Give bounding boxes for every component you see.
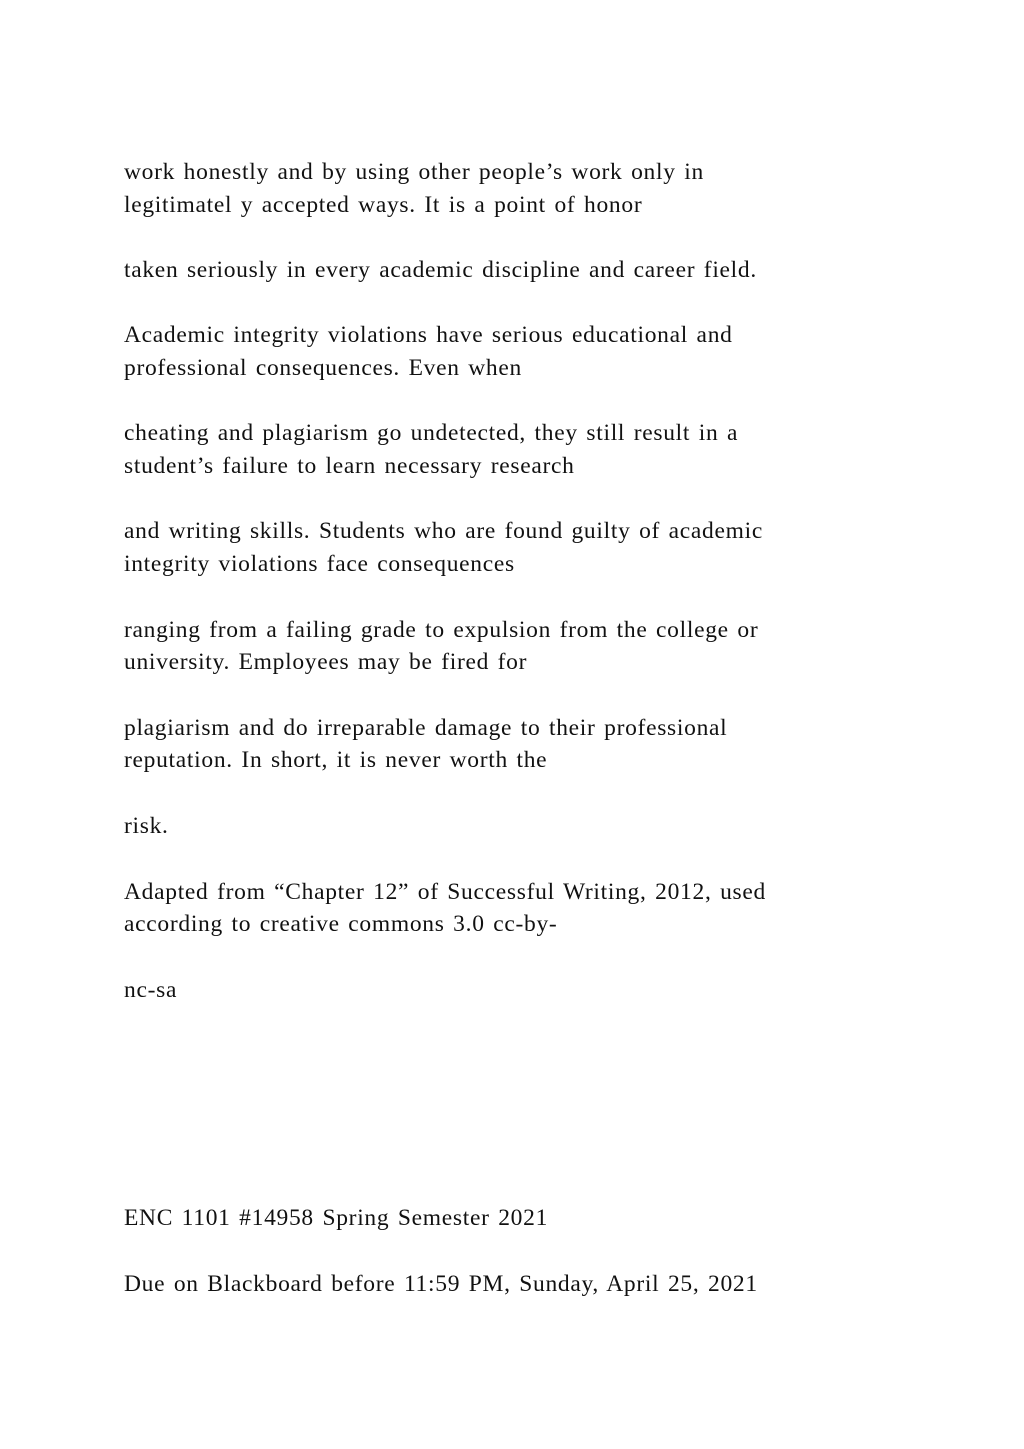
body-text-line: plagiarism and do irreparable damage to their professional — [124, 715, 728, 741]
body-text-line: legitimatel y accepted ways. It is a point of honor — [124, 192, 643, 218]
citation-line: Adapted from “Chapter 12” of Successful Writing, 2012, used — [124, 879, 766, 905]
body-text-line: and writing skills. Students who are found guilty of academic — [124, 518, 763, 544]
body-text-line: integrity violations face consequences — [124, 551, 515, 577]
citation-line: nc-sa — [124, 977, 178, 1003]
body-text-line: professional consequences. Even when — [124, 355, 522, 381]
body-text-line: student’s failure to learn necessary research — [124, 453, 575, 479]
course-info-line: ENC 1101 #14958 Spring Semester 2021 — [124, 1205, 549, 1231]
body-text-line: risk. — [124, 813, 169, 839]
body-text-line: cheating and plagiarism go undetected, they still result in a — [124, 420, 739, 446]
body-text-line: reputation. In short, it is never worth the — [124, 747, 548, 773]
body-text-line: Academic integrity violations have serious educational and — [124, 322, 733, 348]
citation-line: according to creative commons 3.0 cc-by- — [124, 911, 558, 937]
body-text-line: ranging from a failing grade to expulsion from the college or — [124, 617, 759, 643]
due-date-line: Due on Blackboard before 11:59 PM, Sunday, April 25, 2021 — [124, 1271, 758, 1297]
body-text-line: work honestly and by using other people’s work only in — [124, 159, 704, 185]
body-text-line: taken seriously in every academic discipline and career field. — [124, 257, 757, 283]
body-text-line: university. Employees may be fired for — [124, 649, 528, 675]
